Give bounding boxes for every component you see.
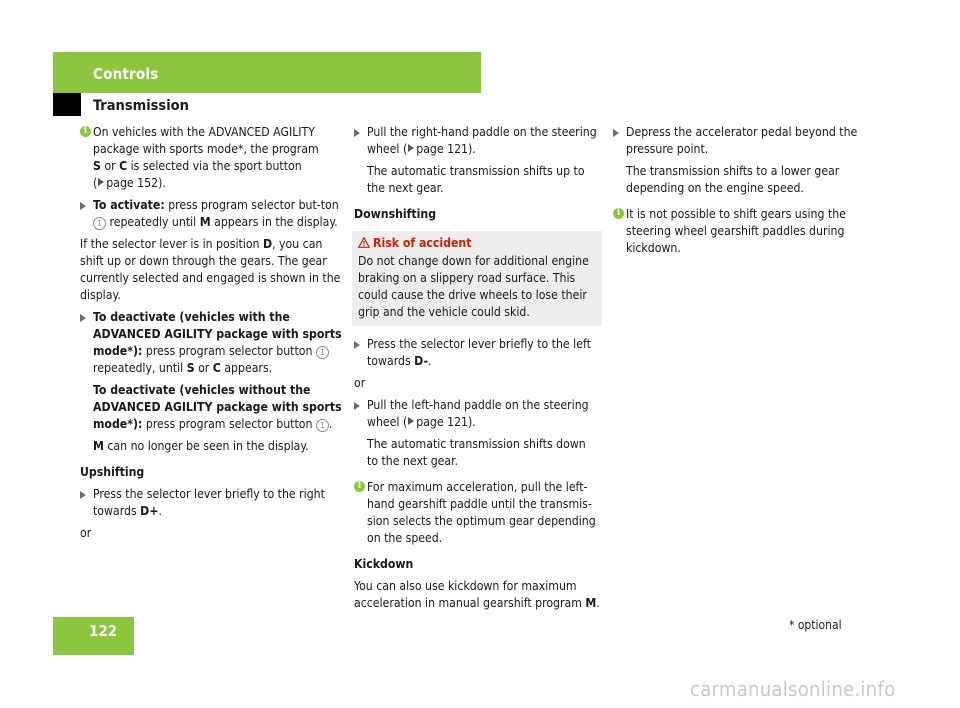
warning-triangle-icon: [358, 237, 370, 248]
warning-text: Do not change down for additional engine braking on a slippery road surface. This could cause the drive wheels to lose their grip and the vehicle could skid.: [358, 254, 589, 319]
button-number-marker: 1: [316, 419, 329, 432]
warning-box: [352, 231, 602, 326]
step-result: The transmission shifts to a lower gear depending on the engine speed.: [626, 164, 840, 195]
chapter-header-band: [53, 52, 481, 93]
step-kickdown: Depress the accelerator pedal beyond the pressure point.: [613, 124, 863, 158]
info-note: i For maximum acceleration, pull the left-hand gearshift paddle until the transmis-sion selects the optimum gear depending on the speed.: [354, 479, 600, 547]
arrow-bullet-icon: [354, 402, 360, 410]
info-icon: i: [354, 481, 365, 492]
page-number-band: [53, 617, 134, 655]
watermark: carmanualsonline.info: [690, 677, 896, 701]
step-result: The automatic transmission shifts up to the next gear.: [367, 164, 585, 195]
warning-title: Risk of accident: [358, 235, 596, 252]
info-icon: i: [613, 208, 624, 219]
step-deactivate-with-agility: To deactivate (vehicles with the ADVANCED AGILITY package with sports mode*): press program selector button 1 repeatedly, until S or C appears.: [80, 309, 342, 377]
column-1: [80, 124, 342, 547]
info-note: i On vehicles with the ADVANCED AGILITY package with sports mode*, the program S or C is selected via the sport button ( page 152).: [80, 124, 342, 192]
page-reference-icon: [408, 417, 414, 425]
page-reference-icon: [98, 178, 104, 186]
step-result: The automatic transmission shifts down to the next gear.: [367, 437, 586, 468]
step-result: M can no longer be seen in the display.: [93, 439, 309, 453]
section-marker: [53, 93, 81, 116]
paragraph: If the selector lever is in position D, you can shift up or down through the gears. The gear currently selected and engaged is shown in the display.: [80, 237, 341, 302]
info-note: i It is not possible to shift gears using the steering wheel gearshift paddles during kickdown.: [613, 206, 863, 257]
page-reference-link[interactable]: page 152).: [106, 176, 166, 190]
arrow-bullet-icon: [80, 202, 86, 210]
page-reference-link[interactable]: page 121).: [416, 142, 476, 156]
optional-footnote: * optional: [789, 618, 842, 632]
downshifting-heading: Downshifting: [354, 207, 437, 221]
arrow-bullet-icon: [354, 129, 360, 137]
column-3: [613, 124, 863, 262]
arrow-bullet-icon: [80, 491, 86, 499]
arrow-bullet-icon: [80, 314, 86, 322]
button-number-marker: 1: [93, 217, 106, 230]
page-reference-icon: [408, 144, 414, 152]
chapter-title: Controls: [93, 65, 159, 83]
or-text: or: [80, 526, 92, 540]
step-deactivate-without-agility: To deactivate (vehicles without the ADVANCED AGILITY package with sports mode*): press program selector button 1 .: [93, 383, 342, 431]
arrow-bullet-icon: [613, 129, 619, 137]
column-2: [354, 124, 600, 617]
kickdown-paragraph: You can also use kickdown for maximum acceleration in manual gearshift program M.: [354, 579, 600, 610]
step-right-paddle: Pull the right-hand paddle on the steering wheel ( page 121).: [354, 124, 600, 158]
page-number: 122: [89, 622, 118, 640]
arrow-bullet-icon: [354, 341, 360, 349]
info-icon: i: [80, 126, 91, 137]
page-reference-link[interactable]: page 121).: [416, 415, 476, 429]
section-title: Transmission: [93, 98, 189, 114]
step-upshift: Press the selector lever briefly to the right towards D+.: [80, 486, 342, 520]
step-activate: To activate: press program selector but-ton 1 repeatedly until M appears in the display.: [80, 197, 342, 231]
kickdown-heading: Kickdown: [354, 557, 414, 571]
step-left-paddle: Pull the left-hand paddle on the steering wheel ( page 121).: [354, 397, 600, 431]
or-text: or: [354, 376, 366, 390]
step-downshift: Press the selector lever briefly to the left towards D-.: [354, 336, 600, 370]
button-number-marker: 1: [316, 346, 329, 359]
upshifting-heading: Upshifting: [80, 465, 145, 479]
